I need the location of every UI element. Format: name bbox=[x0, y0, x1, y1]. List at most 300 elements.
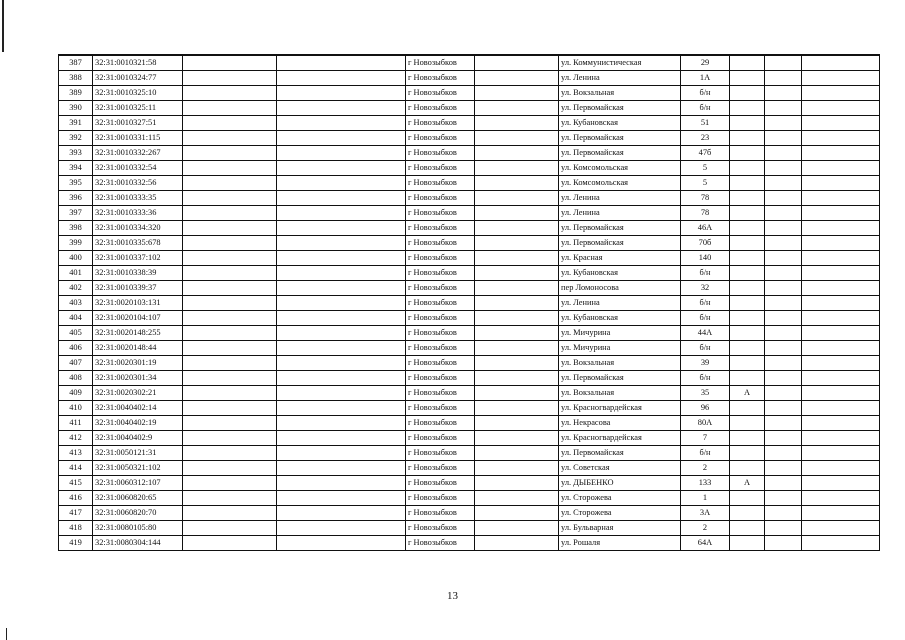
empty-cell bbox=[277, 191, 406, 206]
row-number-cell: 411 bbox=[59, 416, 93, 431]
town-cell: г Новозыбков bbox=[406, 521, 475, 536]
empty-cell bbox=[475, 446, 559, 461]
table-row bbox=[59, 281, 880, 296]
cadastral-number-cell: 32:31:0050321:102 bbox=[93, 461, 183, 476]
town-cell: г Новозыбков bbox=[406, 461, 475, 476]
empty-cell bbox=[802, 386, 880, 401]
street-cell: ул. Первомайская bbox=[559, 371, 681, 386]
house-letter-cell bbox=[730, 251, 765, 266]
house-letter-cell bbox=[730, 221, 765, 236]
table-row bbox=[59, 431, 880, 446]
empty-cell bbox=[765, 281, 802, 296]
house-letter-cell bbox=[730, 326, 765, 341]
empty-cell bbox=[277, 401, 406, 416]
empty-cell bbox=[183, 386, 277, 401]
table-row bbox=[59, 356, 880, 371]
town-cell: г Новозыбков bbox=[406, 236, 475, 251]
street-cell: ул. Первомайская bbox=[559, 101, 681, 116]
house-number-cell: 23 bbox=[681, 131, 730, 146]
empty-cell bbox=[765, 341, 802, 356]
empty-cell bbox=[475, 131, 559, 146]
row-number-cell: 418 bbox=[59, 521, 93, 536]
table-row bbox=[59, 206, 880, 221]
house-number-cell: б/н bbox=[681, 341, 730, 356]
house-number-cell: 29 bbox=[681, 55, 730, 71]
table-row bbox=[59, 296, 880, 311]
empty-cell bbox=[802, 266, 880, 281]
empty-cell bbox=[765, 371, 802, 386]
empty-cell bbox=[802, 416, 880, 431]
empty-cell bbox=[475, 191, 559, 206]
house-letter-cell bbox=[730, 161, 765, 176]
town-cell: г Новозыбков bbox=[406, 176, 475, 191]
house-number-cell: б/н bbox=[681, 266, 730, 281]
empty-cell bbox=[277, 311, 406, 326]
house-letter-cell bbox=[730, 71, 765, 86]
town-cell: г Новозыбков bbox=[406, 206, 475, 221]
empty-cell bbox=[765, 146, 802, 161]
empty-cell bbox=[475, 506, 559, 521]
house-letter-cell bbox=[730, 431, 765, 446]
empty-cell bbox=[802, 461, 880, 476]
empty-cell bbox=[475, 416, 559, 431]
street-cell: ул. Красная bbox=[559, 251, 681, 266]
empty-cell bbox=[277, 536, 406, 551]
street-cell: ул. Ленина bbox=[559, 71, 681, 86]
empty-cell bbox=[183, 101, 277, 116]
house-letter-cell bbox=[730, 131, 765, 146]
row-number-cell: 393 bbox=[59, 146, 93, 161]
table-row bbox=[59, 71, 880, 86]
registry-table-body bbox=[59, 55, 880, 551]
house-letter-cell bbox=[730, 416, 765, 431]
cadastral-number-cell: 32:31:0010327:51 bbox=[93, 116, 183, 131]
row-number-cell: 387 bbox=[59, 55, 93, 71]
empty-cell bbox=[183, 86, 277, 101]
house-letter-cell: А bbox=[730, 476, 765, 491]
cadastral-number-cell: 32:31:0020301:19 bbox=[93, 356, 183, 371]
empty-cell bbox=[277, 446, 406, 461]
row-number-cell: 391 bbox=[59, 116, 93, 131]
empty-cell bbox=[183, 191, 277, 206]
row-number-cell: 396 bbox=[59, 191, 93, 206]
house-letter-cell bbox=[730, 296, 765, 311]
empty-cell bbox=[183, 296, 277, 311]
empty-cell bbox=[183, 521, 277, 536]
street-cell: ул. Первомайская bbox=[559, 446, 681, 461]
empty-cell bbox=[277, 371, 406, 386]
town-cell: г Новозыбков bbox=[406, 55, 475, 71]
table-row bbox=[59, 116, 880, 131]
cadastral-number-cell: 32:31:0040402:19 bbox=[93, 416, 183, 431]
street-cell: ул. ДЫБЕНКО bbox=[559, 476, 681, 491]
house-letter-cell bbox=[730, 341, 765, 356]
empty-cell bbox=[802, 55, 880, 71]
house-letter-cell bbox=[730, 401, 765, 416]
house-number-cell: б/н bbox=[681, 371, 730, 386]
house-number-cell: 133 bbox=[681, 476, 730, 491]
empty-cell bbox=[183, 251, 277, 266]
empty-cell bbox=[802, 161, 880, 176]
empty-cell bbox=[765, 326, 802, 341]
page-number: 13 bbox=[447, 590, 458, 602]
table-row bbox=[59, 131, 880, 146]
row-number-cell: 401 bbox=[59, 266, 93, 281]
empty-cell bbox=[475, 101, 559, 116]
house-letter-cell bbox=[730, 521, 765, 536]
street-cell: ул. Красногвардейская bbox=[559, 401, 681, 416]
scan-edge-mark bbox=[2, 0, 4, 52]
empty-cell bbox=[277, 86, 406, 101]
table-row bbox=[59, 251, 880, 266]
house-letter-cell bbox=[730, 491, 765, 506]
table-row bbox=[59, 521, 880, 536]
empty-cell bbox=[765, 206, 802, 221]
cadastral-number-cell: 32:31:0010324:77 bbox=[93, 71, 183, 86]
empty-cell bbox=[277, 506, 406, 521]
empty-cell bbox=[802, 71, 880, 86]
house-number-cell: 44А bbox=[681, 326, 730, 341]
town-cell: г Новозыбков bbox=[406, 371, 475, 386]
empty-cell bbox=[277, 386, 406, 401]
empty-cell bbox=[765, 461, 802, 476]
empty-cell bbox=[765, 386, 802, 401]
house-number-cell: 2 bbox=[681, 521, 730, 536]
row-number-cell: 405 bbox=[59, 326, 93, 341]
empty-cell bbox=[277, 356, 406, 371]
row-number-cell: 404 bbox=[59, 311, 93, 326]
empty-cell bbox=[277, 491, 406, 506]
table-row bbox=[59, 146, 880, 161]
street-cell: ул. Некрасова bbox=[559, 416, 681, 431]
empty-cell bbox=[765, 416, 802, 431]
table-row bbox=[59, 161, 880, 176]
empty-cell bbox=[765, 311, 802, 326]
empty-cell bbox=[277, 236, 406, 251]
row-number-cell: 403 bbox=[59, 296, 93, 311]
town-cell: г Новозыбков bbox=[406, 386, 475, 401]
cadastral-number-cell: 32:31:0060820:65 bbox=[93, 491, 183, 506]
house-number-cell: 47б bbox=[681, 146, 730, 161]
cadastral-number-cell: 32:31:0020302:21 bbox=[93, 386, 183, 401]
empty-cell bbox=[802, 536, 880, 551]
scan-edge-mark-bottom bbox=[6, 628, 7, 640]
house-letter-cell bbox=[730, 191, 765, 206]
empty-cell bbox=[183, 506, 277, 521]
empty-cell bbox=[475, 341, 559, 356]
row-number-cell: 390 bbox=[59, 101, 93, 116]
empty-cell bbox=[183, 161, 277, 176]
empty-cell bbox=[475, 521, 559, 536]
empty-cell bbox=[277, 131, 406, 146]
house-number-cell: 46А bbox=[681, 221, 730, 236]
town-cell: г Новозыбков bbox=[406, 191, 475, 206]
cadastral-number-cell: 32:31:0010335:678 bbox=[93, 236, 183, 251]
house-number-cell: 32 bbox=[681, 281, 730, 296]
empty-cell bbox=[802, 356, 880, 371]
cadastral-number-cell: 32:31:0040402:14 bbox=[93, 401, 183, 416]
cadastral-number-cell: 32:31:0010332:267 bbox=[93, 146, 183, 161]
town-cell: г Новозыбков bbox=[406, 86, 475, 101]
table-row bbox=[59, 371, 880, 386]
cadastral-number-cell: 32:31:0020104:107 bbox=[93, 311, 183, 326]
town-cell: г Новозыбков bbox=[406, 311, 475, 326]
empty-cell bbox=[277, 251, 406, 266]
empty-cell bbox=[765, 356, 802, 371]
house-number-cell: 64А bbox=[681, 536, 730, 551]
empty-cell bbox=[802, 491, 880, 506]
empty-cell bbox=[475, 236, 559, 251]
town-cell: г Новозыбков bbox=[406, 401, 475, 416]
cadastral-number-cell: 32:31:0010321:58 bbox=[93, 55, 183, 71]
empty-cell bbox=[765, 521, 802, 536]
house-number-cell: 1 bbox=[681, 491, 730, 506]
empty-cell bbox=[802, 311, 880, 326]
town-cell: г Новозыбков bbox=[406, 131, 475, 146]
table-row bbox=[59, 491, 880, 506]
street-cell: ул. Коммунистическая bbox=[559, 55, 681, 71]
house-letter-cell bbox=[730, 281, 765, 296]
town-cell: г Новозыбков bbox=[406, 431, 475, 446]
empty-cell bbox=[765, 191, 802, 206]
empty-cell bbox=[183, 446, 277, 461]
house-letter-cell bbox=[730, 116, 765, 131]
empty-cell bbox=[277, 326, 406, 341]
empty-cell bbox=[802, 506, 880, 521]
empty-cell bbox=[183, 176, 277, 191]
house-number-cell: 140 bbox=[681, 251, 730, 266]
empty-cell bbox=[802, 86, 880, 101]
empty-cell bbox=[802, 251, 880, 266]
empty-cell bbox=[183, 416, 277, 431]
cadastral-number-cell: 32:31:0010338:39 bbox=[93, 266, 183, 281]
town-cell: г Новозыбков bbox=[406, 536, 475, 551]
town-cell: г Новозыбков bbox=[406, 116, 475, 131]
table-row bbox=[59, 536, 880, 551]
street-cell: ул. Кубановская bbox=[559, 311, 681, 326]
empty-cell bbox=[183, 221, 277, 236]
empty-cell bbox=[277, 116, 406, 131]
row-number-cell: 413 bbox=[59, 446, 93, 461]
cadastral-number-cell: 32:31:0080105:80 bbox=[93, 521, 183, 536]
street-cell: ул. Первомайская bbox=[559, 221, 681, 236]
empty-cell bbox=[183, 146, 277, 161]
empty-cell bbox=[277, 416, 406, 431]
town-cell: г Новозыбков bbox=[406, 416, 475, 431]
town-cell: г Новозыбков bbox=[406, 101, 475, 116]
street-cell: ул. Вокзальная bbox=[559, 356, 681, 371]
empty-cell bbox=[802, 476, 880, 491]
empty-cell bbox=[765, 446, 802, 461]
row-number-cell: 400 bbox=[59, 251, 93, 266]
empty-cell bbox=[183, 116, 277, 131]
house-letter-cell bbox=[730, 86, 765, 101]
house-letter-cell bbox=[730, 461, 765, 476]
street-cell: ул. Вокзальная bbox=[559, 86, 681, 101]
cadastral-number-cell: 32:31:0010332:56 bbox=[93, 176, 183, 191]
empty-cell bbox=[475, 536, 559, 551]
empty-cell bbox=[183, 431, 277, 446]
house-number-cell: 96 bbox=[681, 401, 730, 416]
house-number-cell: 2 bbox=[681, 461, 730, 476]
row-number-cell: 392 bbox=[59, 131, 93, 146]
street-cell: ул. Комсомольская bbox=[559, 176, 681, 191]
house-letter-cell bbox=[730, 101, 765, 116]
table-row bbox=[59, 461, 880, 476]
row-number-cell: 416 bbox=[59, 491, 93, 506]
row-number-cell: 419 bbox=[59, 536, 93, 551]
empty-cell bbox=[183, 281, 277, 296]
street-cell: ул. Мичурина bbox=[559, 341, 681, 356]
street-cell: ул. Мичурина bbox=[559, 326, 681, 341]
empty-cell bbox=[475, 476, 559, 491]
empty-cell bbox=[765, 236, 802, 251]
town-cell: г Новозыбков bbox=[406, 356, 475, 371]
empty-cell bbox=[802, 206, 880, 221]
row-number-cell: 389 bbox=[59, 86, 93, 101]
empty-cell bbox=[475, 116, 559, 131]
town-cell: г Новозыбков bbox=[406, 221, 475, 236]
cadastral-number-cell: 32:31:0040402:9 bbox=[93, 431, 183, 446]
empty-cell bbox=[765, 71, 802, 86]
table-row bbox=[59, 191, 880, 206]
street-cell: ул. Первомайская bbox=[559, 146, 681, 161]
empty-cell bbox=[277, 71, 406, 86]
empty-cell bbox=[475, 401, 559, 416]
house-letter-cell bbox=[730, 146, 765, 161]
table-row bbox=[59, 311, 880, 326]
row-number-cell: 395 bbox=[59, 176, 93, 191]
empty-cell bbox=[765, 116, 802, 131]
house-number-cell: 1А bbox=[681, 71, 730, 86]
empty-cell bbox=[802, 281, 880, 296]
house-letter-cell bbox=[730, 266, 765, 281]
empty-cell bbox=[802, 341, 880, 356]
town-cell: г Новозыбков bbox=[406, 281, 475, 296]
street-cell: пер Ломоносова bbox=[559, 281, 681, 296]
cadastral-number-cell: 32:31:0010325:10 bbox=[93, 86, 183, 101]
row-number-cell: 408 bbox=[59, 371, 93, 386]
empty-cell bbox=[765, 431, 802, 446]
empty-cell bbox=[765, 296, 802, 311]
town-cell: г Новозыбков bbox=[406, 326, 475, 341]
table-row bbox=[59, 401, 880, 416]
empty-cell bbox=[475, 296, 559, 311]
town-cell: г Новозыбков bbox=[406, 446, 475, 461]
empty-cell bbox=[277, 101, 406, 116]
house-number-cell: 3А bbox=[681, 506, 730, 521]
house-number-cell: 51 bbox=[681, 116, 730, 131]
house-number-cell: 5 bbox=[681, 161, 730, 176]
house-letter-cell bbox=[730, 446, 765, 461]
house-number-cell: 70б bbox=[681, 236, 730, 251]
house-number-cell: б/н bbox=[681, 296, 730, 311]
table-row bbox=[59, 55, 880, 71]
empty-cell bbox=[802, 116, 880, 131]
empty-cell bbox=[475, 281, 559, 296]
town-cell: г Новозыбков bbox=[406, 296, 475, 311]
town-cell: г Новозыбков bbox=[406, 506, 475, 521]
empty-cell bbox=[183, 236, 277, 251]
empty-cell bbox=[475, 371, 559, 386]
empty-cell bbox=[183, 371, 277, 386]
empty-cell bbox=[183, 206, 277, 221]
empty-cell bbox=[802, 146, 880, 161]
street-cell: ул. Ленина bbox=[559, 191, 681, 206]
town-cell: г Новозыбков bbox=[406, 251, 475, 266]
cadastral-number-cell: 32:31:0060312:107 bbox=[93, 476, 183, 491]
row-number-cell: 417 bbox=[59, 506, 93, 521]
street-cell: ул. Красногвардейская bbox=[559, 431, 681, 446]
street-cell: ул. Советская bbox=[559, 461, 681, 476]
house-number-cell: б/н bbox=[681, 101, 730, 116]
empty-cell bbox=[277, 146, 406, 161]
empty-cell bbox=[183, 326, 277, 341]
house-letter-cell: А bbox=[730, 386, 765, 401]
empty-cell bbox=[475, 461, 559, 476]
house-letter-cell bbox=[730, 176, 765, 191]
town-cell: г Новозыбков bbox=[406, 71, 475, 86]
table-row bbox=[59, 446, 880, 461]
house-letter-cell bbox=[730, 236, 765, 251]
empty-cell bbox=[765, 491, 802, 506]
empty-cell bbox=[183, 311, 277, 326]
cadastral-number-cell: 32:31:0010331:115 bbox=[93, 131, 183, 146]
cadastral-number-cell: 32:31:0050121:31 bbox=[93, 446, 183, 461]
empty-cell bbox=[475, 431, 559, 446]
empty-cell bbox=[475, 491, 559, 506]
empty-cell bbox=[183, 71, 277, 86]
empty-cell bbox=[765, 251, 802, 266]
town-cell: г Новозыбков bbox=[406, 266, 475, 281]
empty-cell bbox=[765, 101, 802, 116]
house-letter-cell bbox=[730, 356, 765, 371]
cadastral-number-cell: 32:31:0020301:34 bbox=[93, 371, 183, 386]
empty-cell bbox=[475, 161, 559, 176]
empty-cell bbox=[765, 221, 802, 236]
street-cell: ул. Ленина bbox=[559, 206, 681, 221]
street-cell: ул. Кубановская bbox=[559, 266, 681, 281]
empty-cell bbox=[277, 161, 406, 176]
table-row bbox=[59, 101, 880, 116]
table-row bbox=[59, 506, 880, 521]
empty-cell bbox=[802, 221, 880, 236]
empty-cell bbox=[183, 55, 277, 71]
house-letter-cell bbox=[730, 55, 765, 71]
house-number-cell: 7 bbox=[681, 431, 730, 446]
table-row bbox=[59, 86, 880, 101]
house-letter-cell bbox=[730, 536, 765, 551]
cadastral-number-cell: 32:31:0010334:320 bbox=[93, 221, 183, 236]
house-number-cell: б/н bbox=[681, 86, 730, 101]
empty-cell bbox=[765, 131, 802, 146]
street-cell: ул. Первомайская bbox=[559, 131, 681, 146]
empty-cell bbox=[277, 206, 406, 221]
cadastral-number-cell: 32:31:0010339:37 bbox=[93, 281, 183, 296]
house-letter-cell bbox=[730, 311, 765, 326]
table-row bbox=[59, 236, 880, 251]
street-cell: ул. Кубановская bbox=[559, 116, 681, 131]
empty-cell bbox=[802, 176, 880, 191]
house-number-cell: б/н bbox=[681, 311, 730, 326]
house-number-cell: 78 bbox=[681, 191, 730, 206]
empty-cell bbox=[802, 371, 880, 386]
empty-cell bbox=[183, 476, 277, 491]
empty-cell bbox=[475, 146, 559, 161]
empty-cell bbox=[802, 401, 880, 416]
cadastral-number-cell: 32:31:0010337:102 bbox=[93, 251, 183, 266]
street-cell: ул. Сторожева bbox=[559, 491, 681, 506]
